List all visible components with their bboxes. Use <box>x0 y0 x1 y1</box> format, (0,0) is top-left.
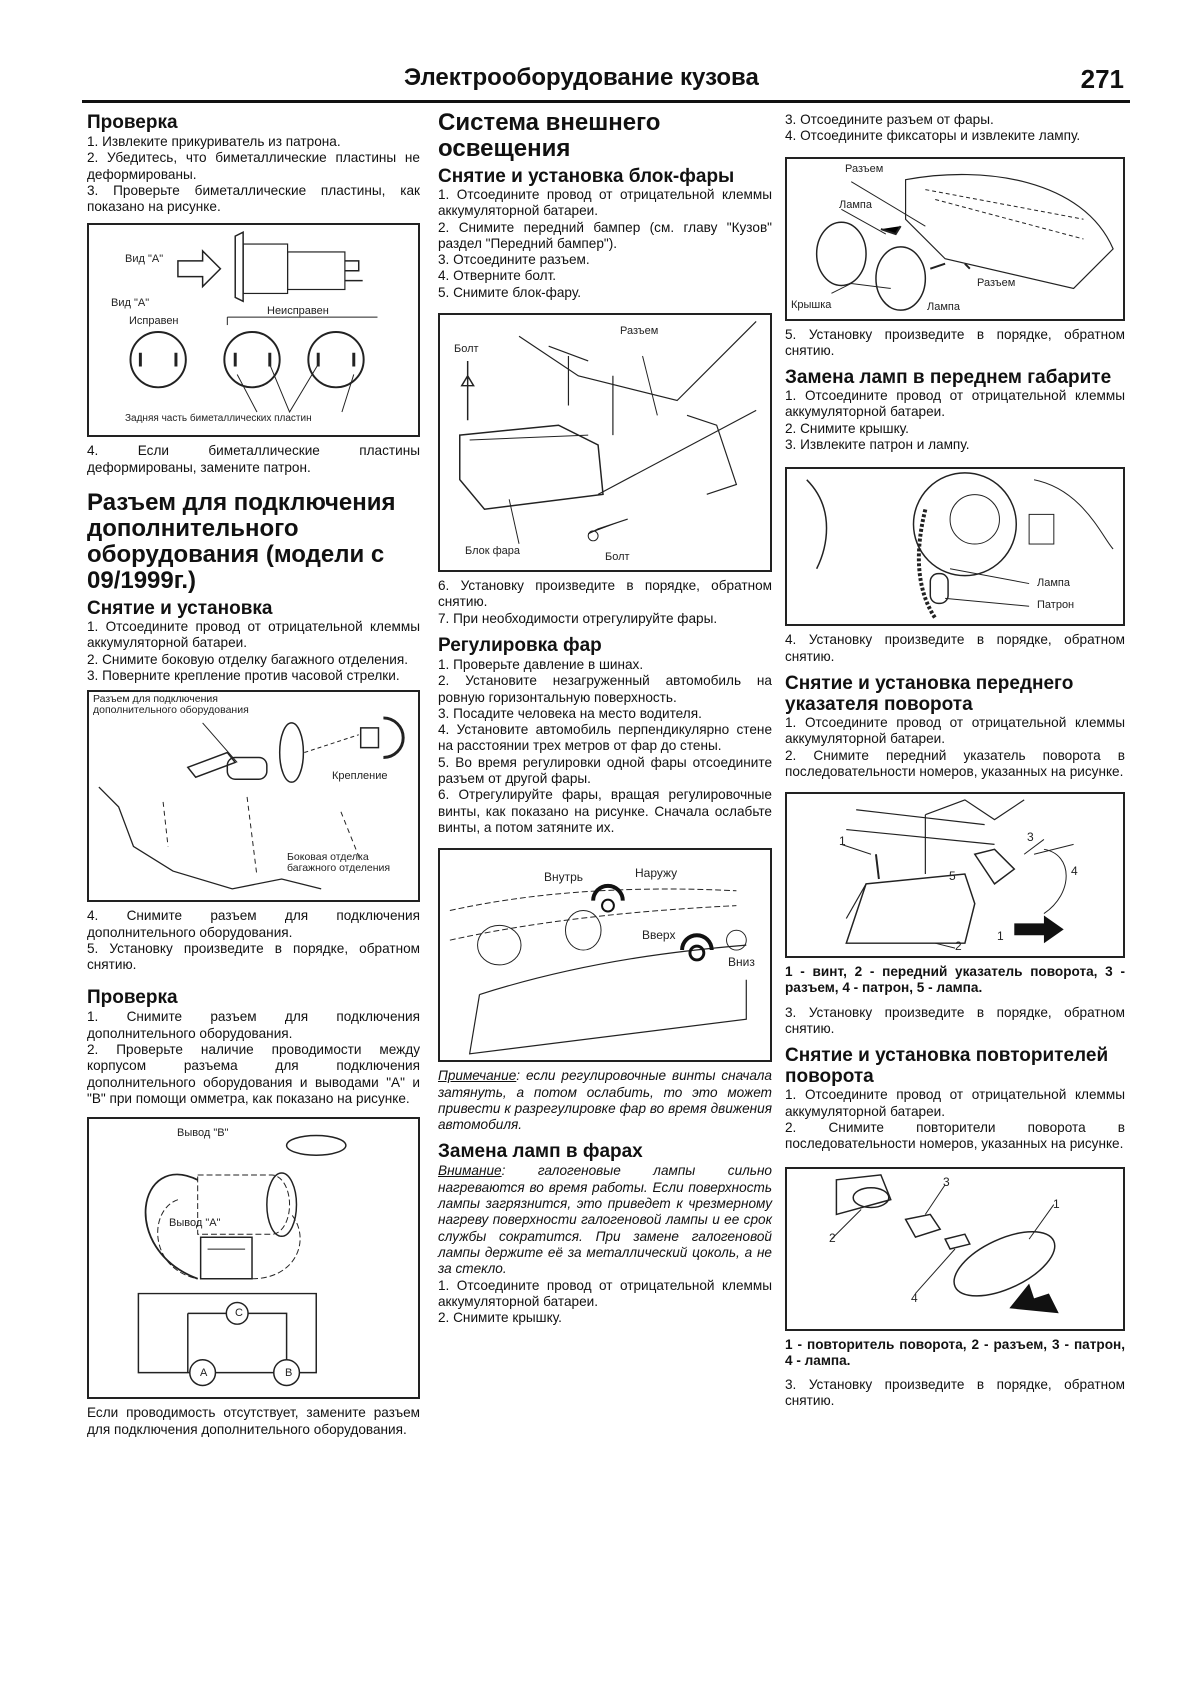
step: 6. Отрегулируйте фары, вращая регулировочные винты, как показано на рисунке. Сначала ослабьте винты, а потом затяните их. <box>438 787 772 835</box>
step: 2. Убедитесь, что биметаллические пластины не деформированы. <box>87 150 420 182</box>
step: 1. Отсоедините провод от отрицательной клеммы аккумуляторной батареи. <box>87 619 420 651</box>
step: 2. Снимите передний указатель поворота в последовательности номеров, указанных на рисунке. <box>785 747 1125 779</box>
label-bolt-top: Болт <box>454 343 479 356</box>
warning-label: Внимание <box>438 1163 502 1179</box>
label-2: 2 <box>955 939 962 954</box>
headlight-bulbs-drawing <box>787 159 1123 319</box>
step: 4. Установку произведите в порядке, обратном снятию. <box>785 632 1125 664</box>
subheading-removal: Снятие и установка <box>87 598 273 620</box>
note-label: Примечание <box>438 1068 517 1084</box>
heading-exterior-lighting: Система внешнего освещения <box>438 109 661 162</box>
step: 5. Установку произведите в порядке, обратном снятию. <box>87 940 420 973</box>
label-connector: Разъем <box>620 325 659 338</box>
label-connector-top: Разъем <box>845 162 884 175</box>
heading-connector: Разъем для подключения дополнительного оборудования (модели с 09/1999г.) <box>87 489 396 595</box>
label-out: Наружу <box>635 866 678 881</box>
label-lamp-top: Лампа <box>839 198 872 211</box>
label-node-c: C <box>235 1307 243 1320</box>
step: 1. Отсоедините провод от отрицательной клеммы аккумуляторной батареи. <box>438 187 772 219</box>
label-terminal-b: Вывод "B" <box>177 1127 229 1140</box>
label-3: 3 <box>943 1174 950 1189</box>
column-right <box>785 112 1125 1410</box>
subheading-adjust: Регулировка фар <box>438 634 602 656</box>
step: 1. Отсоедините провод от отрицательной клеммы аккумуляторной батареи. <box>785 388 1125 420</box>
step: 2. Снимите передний бампер (см. главу "Кузов" раздел "Передний бампер"). <box>438 219 772 251</box>
label-1: 1 <box>1053 1196 1060 1211</box>
label-1b: 1 <box>997 929 1004 944</box>
step: 2. Проверьте наличие проводимости между корпусом разъема для подключения дополнительного оборудования и выводами "A" и "B" при помощи омметра, как показано на рисунке. <box>87 1042 420 1106</box>
subheading-headlight: Снятие и установка блок-фары <box>438 166 735 187</box>
label-lamp-bottom: Лампа <box>927 300 960 313</box>
page-number: 271 <box>1080 64 1124 94</box>
step: 5. Во время регулировки одной фары отсоедините разъем от другой фары. <box>438 754 772 787</box>
step: 3. Проверьте биметаллические пластины, как показано на рисунке. <box>87 182 420 215</box>
step: 3. Посадите человека на место водителя. <box>438 705 702 721</box>
label-back-part: Задняя часть биметаллических пластин <box>125 413 312 425</box>
step: 2. Снимите крышку. <box>438 1310 562 1326</box>
figure-lighter-socket <box>87 223 420 437</box>
step: 4. Отсоедините фиксаторы и извлеките лампу. <box>785 128 1081 144</box>
step: 1. Отсоедините провод от отрицательной клеммы аккумуляторной батареи. <box>785 714 1125 747</box>
step: 3. Отсоедините разъем. <box>438 252 590 268</box>
figure-headlight-removal <box>438 313 772 572</box>
repeater-drawing <box>787 1169 1123 1329</box>
step: 4. Снимите разъем для подключения дополнительного оборудования. <box>87 908 420 940</box>
step: 2. Снимите боковую отделку багажного отделения. <box>87 651 408 667</box>
figure-parking-lamp <box>785 467 1125 626</box>
step: 4. Если биметаллические пластины деформированы, замените патрон. <box>87 443 420 475</box>
subheading-bulbs: Замена ламп в фарах <box>438 1141 643 1163</box>
figure-connector <box>87 690 420 902</box>
step: 7. При необходимости отрегулируйте фары. <box>438 610 718 626</box>
label-bolt-bottom: Болт <box>605 551 630 564</box>
label-3: 3 <box>1027 830 1034 845</box>
label-up: Вверх <box>642 928 676 943</box>
section-title: Электрооборудование кузова <box>404 64 759 91</box>
label-node-b: B <box>285 1367 293 1380</box>
step: 3. Установку произведите в порядке, обратном снятию. <box>785 1004 1125 1037</box>
label-view-a: Вид "A" <box>111 297 150 310</box>
step: 2. Снимите крышку. <box>785 420 909 436</box>
step: 2. Установите незагруженный автомобиль на ровную горизонтальную поверхность. <box>438 673 772 705</box>
step: 4. Отверните болт. <box>438 268 557 284</box>
note <box>438 1068 772 1133</box>
label-1: 1 <box>839 834 846 849</box>
label-mount: Крепление <box>332 770 388 783</box>
figure-caption: 1 - винт, 2 - передний указатель поворота, 3 - разъем, 4 - патрон, 5 - лампа. <box>785 964 1125 996</box>
ohmmeter-drawing <box>89 1119 418 1397</box>
step: 1. Отсоедините провод от отрицательной клеммы аккумуляторной батареи. <box>438 1277 772 1309</box>
step: 1. Проверьте давление в шинах. <box>438 656 644 672</box>
label-headlight: Блок фара <box>465 545 521 558</box>
warning-text: : галогеновые лампы сильно нагреваются во время работы. Если поверхность лампы загрязнится, это приведет к чрезмерному нагреву поверхности галогеновой лампы и ее срок службы сократится. При замене галогеновой лампы держите её за металлический цоколь, а не за стекло. <box>438 1163 772 1277</box>
headlight-drawing <box>440 315 770 570</box>
label-cover: Крышка <box>791 298 832 311</box>
figure-ohmmeter-test <box>87 1117 420 1399</box>
step: 1. Извлеките прикуриватель из патрона. <box>87 134 341 149</box>
figure-caption: 1 - повторитель поворота, 2 - разъем, 3 - патрон, 4 - лампа. <box>785 1336 1125 1368</box>
label-down: Вниз <box>728 955 755 970</box>
figure-headlight-adjust <box>438 848 772 1062</box>
step: 3. Извлеките патрон и лампу. <box>785 437 970 453</box>
figure-repeater <box>785 1167 1125 1331</box>
page-header <box>82 60 1130 103</box>
step: 1. Снимите разъем для подключения дополнительного оборудования. <box>87 1009 420 1041</box>
label-5: 5 <box>949 869 956 884</box>
warning <box>438 1163 772 1277</box>
step: Если проводимость отсутствует, замените разъем для подключения дополнительного оборудования. <box>87 1405 420 1437</box>
heading-check-1: Проверка <box>87 112 178 133</box>
adjust-drawing <box>440 850 770 1060</box>
heading-check-2: Проверка <box>87 987 178 1009</box>
label-socket: Патрон <box>1037 599 1075 612</box>
label-trim: Боковая отделка багажного отделения <box>287 851 391 875</box>
label-connector: Разъем для подключения дополнительного оборудования <box>93 693 249 717</box>
subheading-front-turn: Снятие и установка переднего указателя поворота <box>785 672 1074 715</box>
label-faulty: Неисправен <box>267 305 329 318</box>
label-lamp: Лампа <box>1037 577 1070 590</box>
note-text: : если регулировочные винты сначала затянуть, а потом ослабить, то это может привести к разрегулировке фар во время движения автомобиля. <box>438 1068 772 1133</box>
label-node-a: A <box>200 1367 208 1380</box>
step: 6. Установку произведите в порядке, обратном снятию. <box>438 578 772 610</box>
figure-headlight-bulbs <box>785 157 1125 321</box>
label-2: 2 <box>829 1230 836 1245</box>
label-ok: Исправен <box>129 315 179 328</box>
label-view-a-arrow: Вид "A" <box>125 253 164 266</box>
step: 3. Установку произведите в порядке, обратном снятию. <box>785 1377 1125 1409</box>
step: 1. Отсоедините провод от отрицательной клеммы аккумуляторной батареи. <box>785 1087 1125 1119</box>
label-4: 4 <box>1071 864 1078 879</box>
step: 3. Поверните крепление против часовой стрелки. <box>87 667 400 683</box>
step: 5. Установку произведите в порядке, обратном снятию. <box>785 326 1125 358</box>
label-4: 4 <box>911 1290 918 1305</box>
column-left <box>87 112 420 1438</box>
label-connector-bottom: Разъем <box>977 276 1016 289</box>
subheading-parking: Замена ламп в переднем габарите <box>785 367 1112 389</box>
step: 2. Снимите повторители поворота в последовательности номеров, указанных на рисунке. <box>785 1119 1125 1152</box>
label-in: Внутрь <box>544 870 584 885</box>
step: 5. Снимите блок-фару. <box>438 284 582 300</box>
column-middle <box>438 110 772 1326</box>
figure-front-turn-signal <box>785 792 1125 958</box>
step: 4. Установите автомобиль перпендикулярно стене на расстоянии трех метров от фар до стены. <box>438 722 772 754</box>
label-terminal-a: Вывод "A" <box>169 1217 221 1230</box>
subheading-repeater: Снятие и установка повторителей поворота <box>785 1045 1109 1088</box>
step: 3. Отсоедините разъем от фары. <box>785 112 994 127</box>
